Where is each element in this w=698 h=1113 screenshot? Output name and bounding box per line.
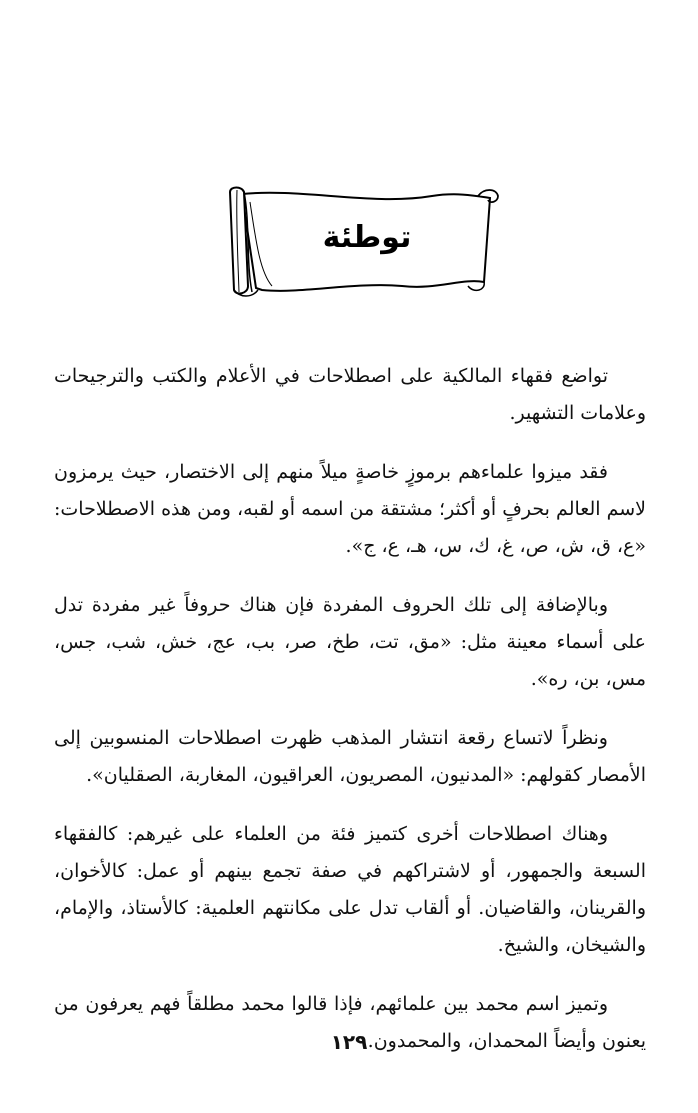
body-text	[54, 358, 646, 1082]
paragraph: وتميز اسم محمد بين علمائهم، فإذا قالوا محمد مطلقاً فهم يعرفون من يعنون وأيضاً المحمدان، والمحمدون.	[54, 993, 646, 1052]
paragraph: ونظراً لاتساع رقعة انتشار المذهب ظهرت اصطلاحات المنسوبين إلى الأمصار كقولهم: «المدنيون، المصريون، العراقيون، المغاربة، الصقليان».	[54, 727, 646, 786]
paragraph: وهناك اصطلاحات أخرى كتميز فئة من العلماء على غيرهم: كالفقهاء السبعة والجمهور، أو لاشتراكهم في صفة تجمع بينهم أو عمل: كالأخوان، والقرينان، والقاضيان. أو ألقاب تدل على مكانتهم العلمية: كالأستاذ، والإمام، والشيخان، والشيخ.	[54, 823, 646, 956]
paragraph: تواضع فقهاء المالكية على اصطلاحات في الأعلام والكتب والترجيحات وعلامات التشهير.	[54, 365, 646, 424]
scroll-banner	[222, 182, 500, 304]
chapter-title: توطئة	[322, 220, 412, 255]
page-number: ١٢٩	[330, 1030, 368, 1054]
paragraph: وبالإضافة إلى تلك الحروف المفردة فإن هناك حروفاً غير مفردة تدل على أسماء معينة مثل: «مق، تت، طخ، صر، بب، عج، خش، شب، جس، مس، بن، ره».	[54, 594, 646, 690]
paragraph: فقد ميزوا علماءهم برموزٍ خاصةٍ ميلاً منهم إلى الاختصار، حيث يرمزون لاسم العالم بحرفٍ أو أكثر؛ مشتقة من اسمه أو لقبه، ومن هذه الاصطلاحات: «ع، ق، ش، ص، غ، ك، س، هـ، ع، ج».	[54, 461, 646, 557]
